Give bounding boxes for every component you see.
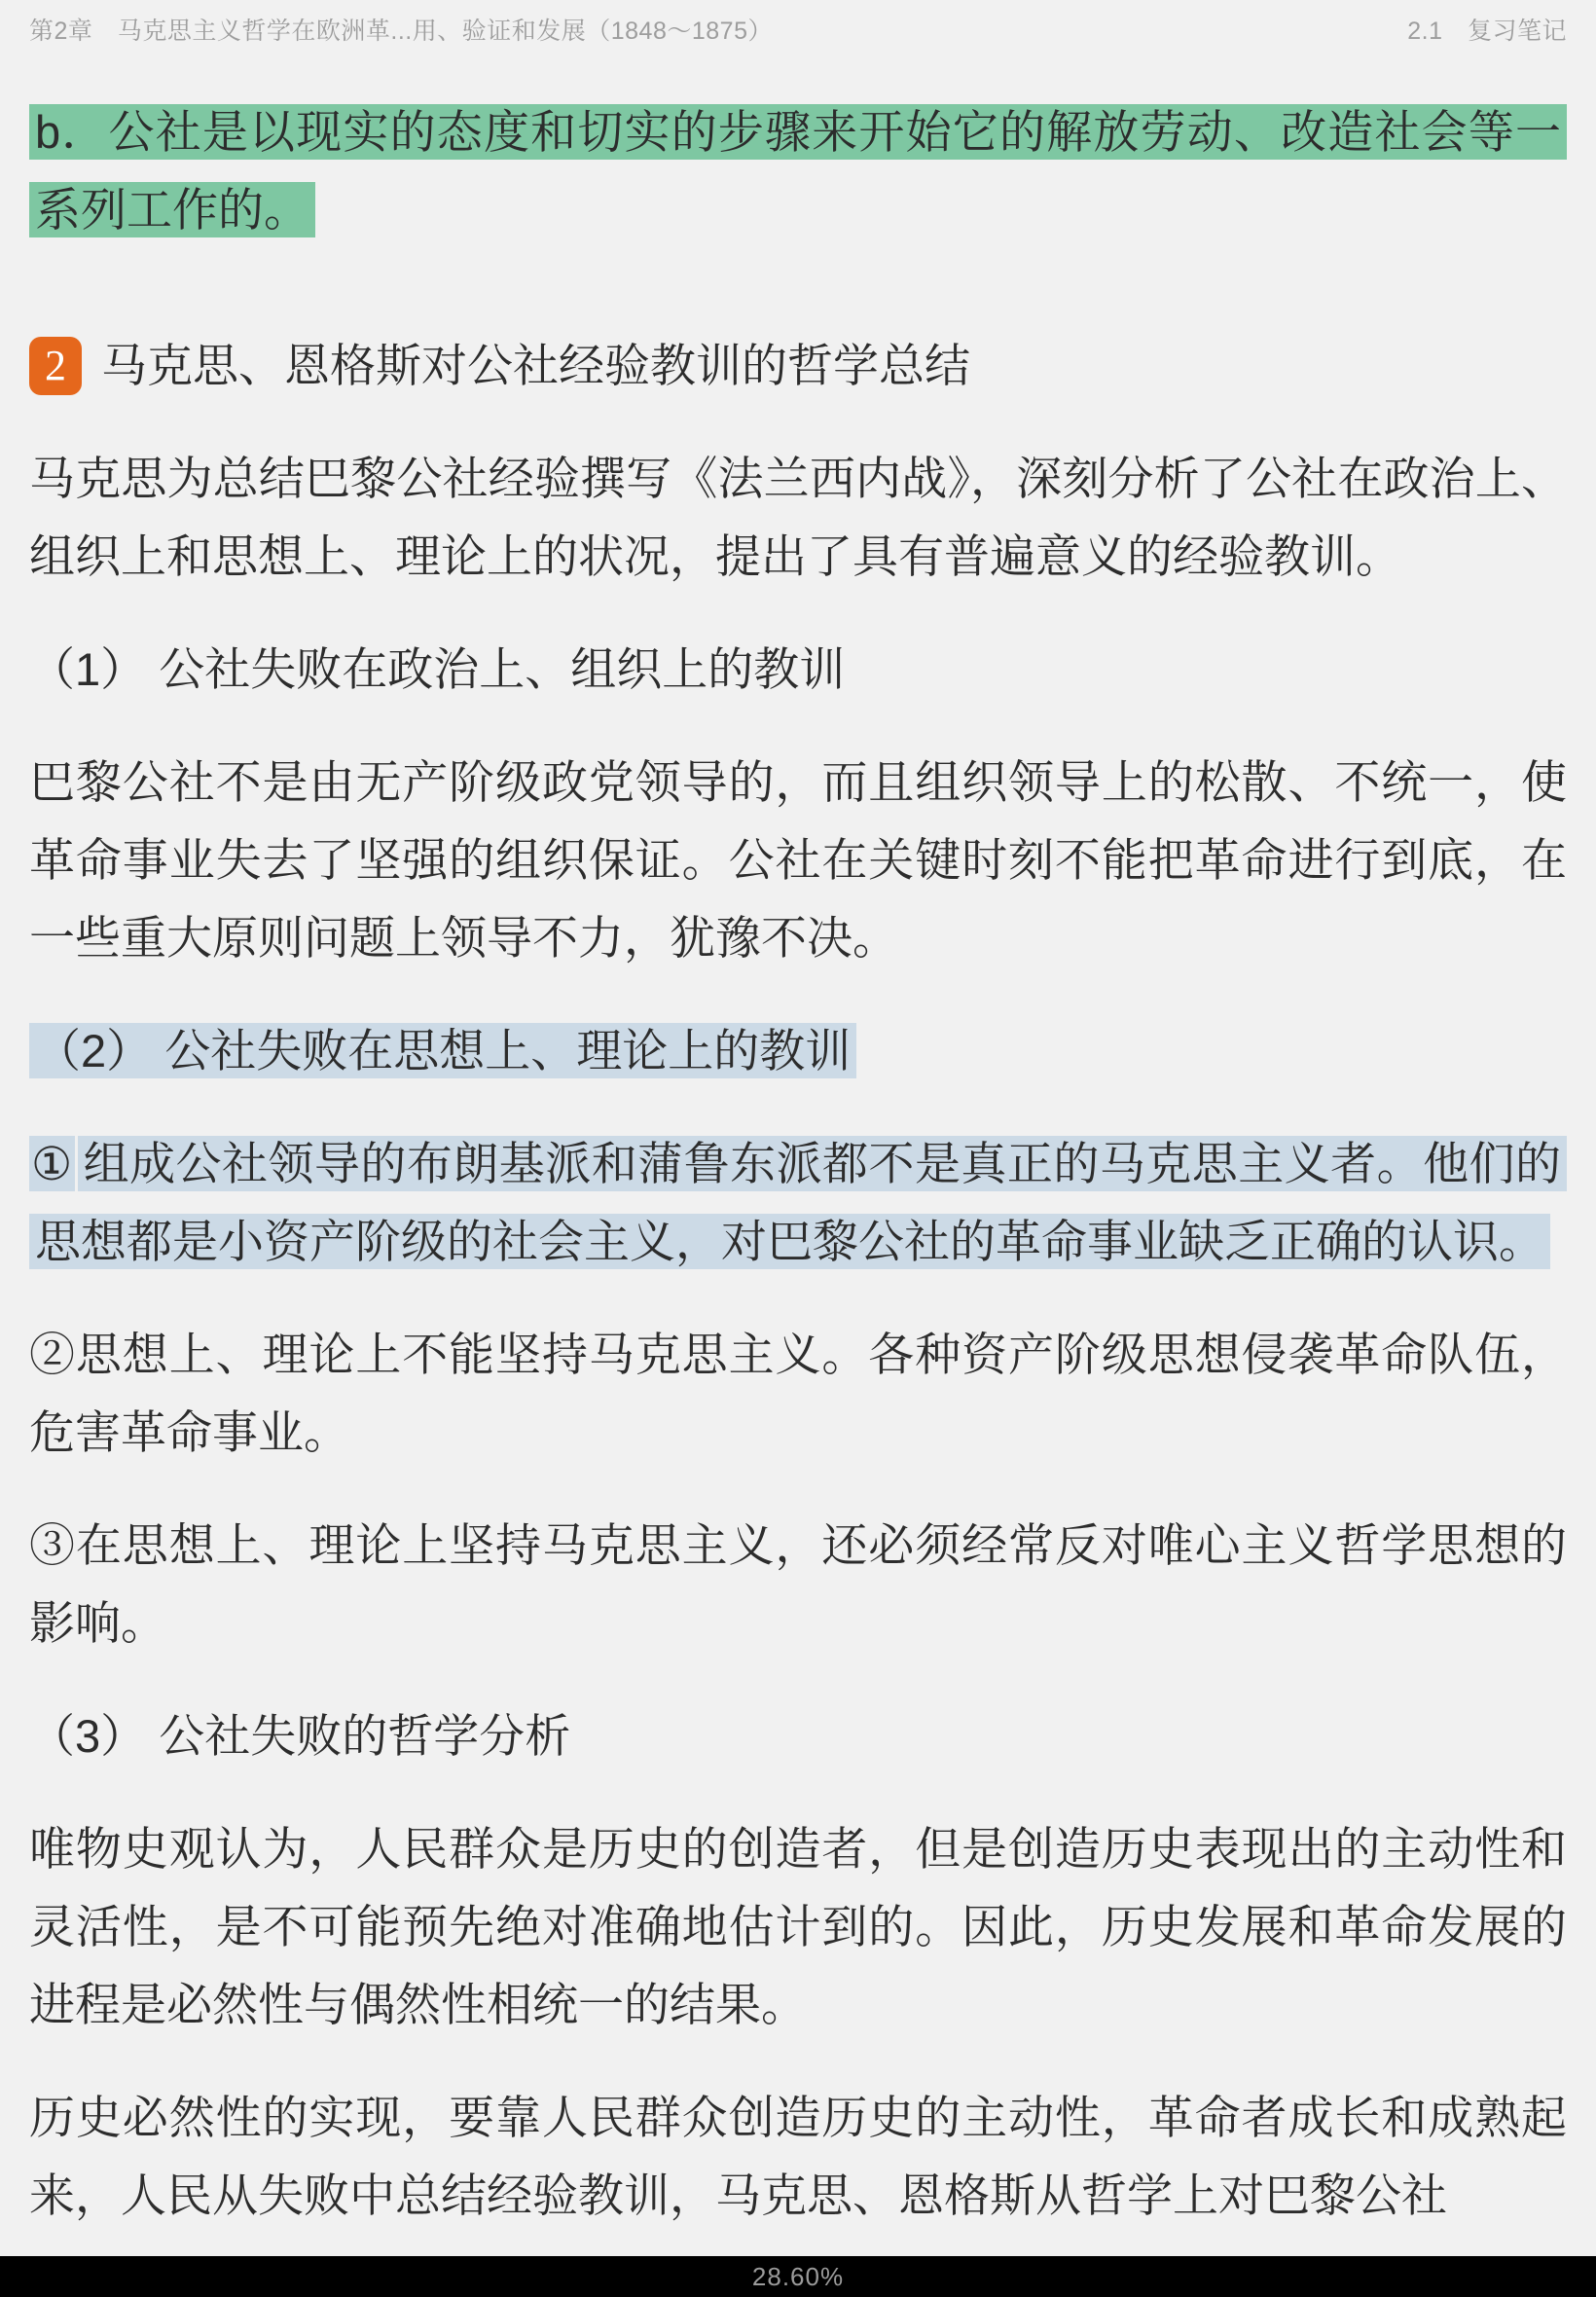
section-label: 2.1 复习笔记 <box>1407 18 1567 45</box>
paragraph-analysis-2: 历史必然性的实现，要靠人民群众创造历史的主动性，革命者成长和成熟起来，人民从失败中总结经验教训，马克思、恩格斯从哲学上对巴黎公社 <box>29 2092 1567 2221</box>
heading-lesson-1: （1） 公社失败在政治上、组织上的教训 <box>29 643 846 695</box>
reader-page[interactable] <box>0 93 1596 2235</box>
paragraph-item-2: ②思想上、理论上不能坚持马克思主义。各种资产阶级思想侵袭革命队伍，危害革命事业。 <box>29 1329 1567 1458</box>
green-highlight-annotation[interactable]: b．公社是以现实的态度和切实的步骤来开始它的解放劳动、改造社会等一系列工作的。 <box>29 104 1567 237</box>
circled-1-marker[interactable]: ① <box>31 1138 73 1189</box>
reader-header <box>0 0 1596 58</box>
section-2-heading <box>29 327 1567 405</box>
section-2-title: 马克思、恩格斯对公社经验教训的哲学总结 <box>101 340 970 391</box>
paragraph-green-highlight <box>29 93 1567 249</box>
paragraph-item-3: ③在思想上、理论上坚持马克思主义，还必须经常反对唯心主义哲学思想的影响。 <box>29 1519 1567 1649</box>
chapter-title: 第2章 马克思主义哲学在欧洲革...用、验证和发展（1848～1875） <box>29 18 773 45</box>
paragraph-lesson-1: 巴黎公社不是由无产阶级政党领导的，而且组织领导上的松散、不统一，使革命事业失去了坚强的组织保证。公社在关键时刻不能把革命进行到底，在一些重大原则问题上领导不力，犹豫不决。 <box>29 756 1567 964</box>
reading-progress-percent: 28.60% <box>751 2261 845 2291</box>
reader-progress-bar[interactable] <box>0 2256 1596 2297</box>
section-number-badge: 2 <box>29 337 82 395</box>
heading-analysis: （3） 公社失败的哲学分析 <box>29 1710 571 1762</box>
paragraph-analysis-1: 唯物史观认为，人民群众是历史的创造者，但是创造历史表现出的主动性和灵活性，是不可能预先绝对准确地估计到的。因此，历史发展和革命发展的进程是必然性与偶然性相统一的结果。 <box>29 1823 1567 2030</box>
blue-highlight-paragraph-annotation[interactable]: 组成公社领导的布朗基派和蒲鲁东派都不是真正的马克思主义者。他们的思想都是小资产阶级的社会主义，对巴黎公社的革命事业缺乏正确的认识。 <box>29 1136 1567 1269</box>
blue-highlight-heading-annotation[interactable]: （2） 公社失败在思想上、理论上的教训 <box>29 1023 856 1078</box>
heading-lesson-2 <box>29 1012 1567 1090</box>
paragraph-item-1 <box>29 1125 1567 1281</box>
paragraph-intro: 马克思为总结巴黎公社经验撰写《法兰西内战》，深刻分析了公社在政治上、组织上和思想上、理论上的状况，提出了具有普遍意义的经验教训。 <box>29 453 1567 582</box>
